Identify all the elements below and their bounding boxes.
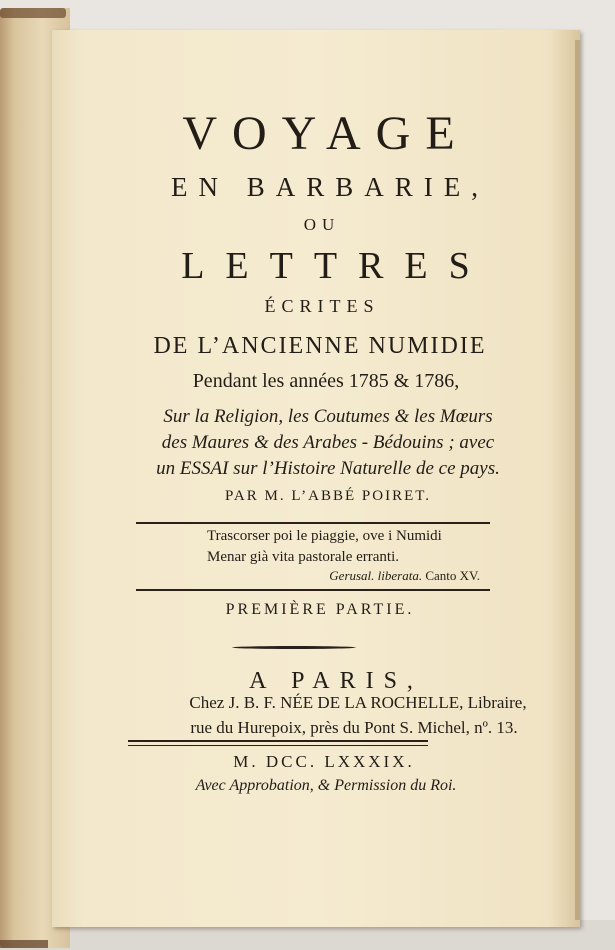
motto-line-1: Trascorser poi le piaggie, ove i Numidi [207,528,442,544]
city-line: A PARIS, [249,668,423,694]
years-line: Pendant les années 1785 & 1786, [192,370,460,392]
publisher-line-2: rue du Hurepoix, près du Pont S. Michel, nº. 13. [190,718,518,737]
part-heading: PREMIÈRE PARTIE. [225,601,415,618]
motto-source [52,568,480,584]
book-title: VOYAGE [182,107,470,160]
motto-source-canto: Canto XV. [425,568,480,583]
binding-bottom-edge [0,940,48,948]
imprint-rule-thin [128,745,428,746]
motto-line-2: Menar già vita pastorale erranti. [207,549,399,565]
ornament-rule [232,646,356,649]
motto-source-work: Gerusal. liberata. [329,568,423,583]
motto-rule-top [136,522,490,524]
description-line-1: Sur la Religion, les Coutumes & les Mœurs [163,406,493,427]
author-line: PAR M. L’ABBÉ POIRET. [224,488,432,504]
description-line-2: des Maures & des Arabes - Bédouins ; avec [161,432,495,453]
ecrites-heading: ÉCRITES [264,296,380,316]
year-line: M. DCC. LXXXIX. [233,752,415,771]
publisher-line-1: Chez J. B. F. NÉE DE LA ROCHELLE, Libraire, [189,693,527,712]
description-line-3: un ESSAI sur l’Histoire Naturelle de ce pays. [156,458,500,479]
motto-rule-bottom [136,589,490,591]
approval-line: Avec Approbation, & Permission du Roi. [195,777,457,794]
binding-top-edge [0,8,66,18]
book-subtitle: EN BARBARIE, [170,172,489,202]
region-heading: DE L’ANCIENNE NUMIDIE [153,333,487,359]
imprint-rule-thick [128,740,428,742]
lettres-heading: LETTRES [181,245,491,287]
conjunction: OU [303,215,341,234]
